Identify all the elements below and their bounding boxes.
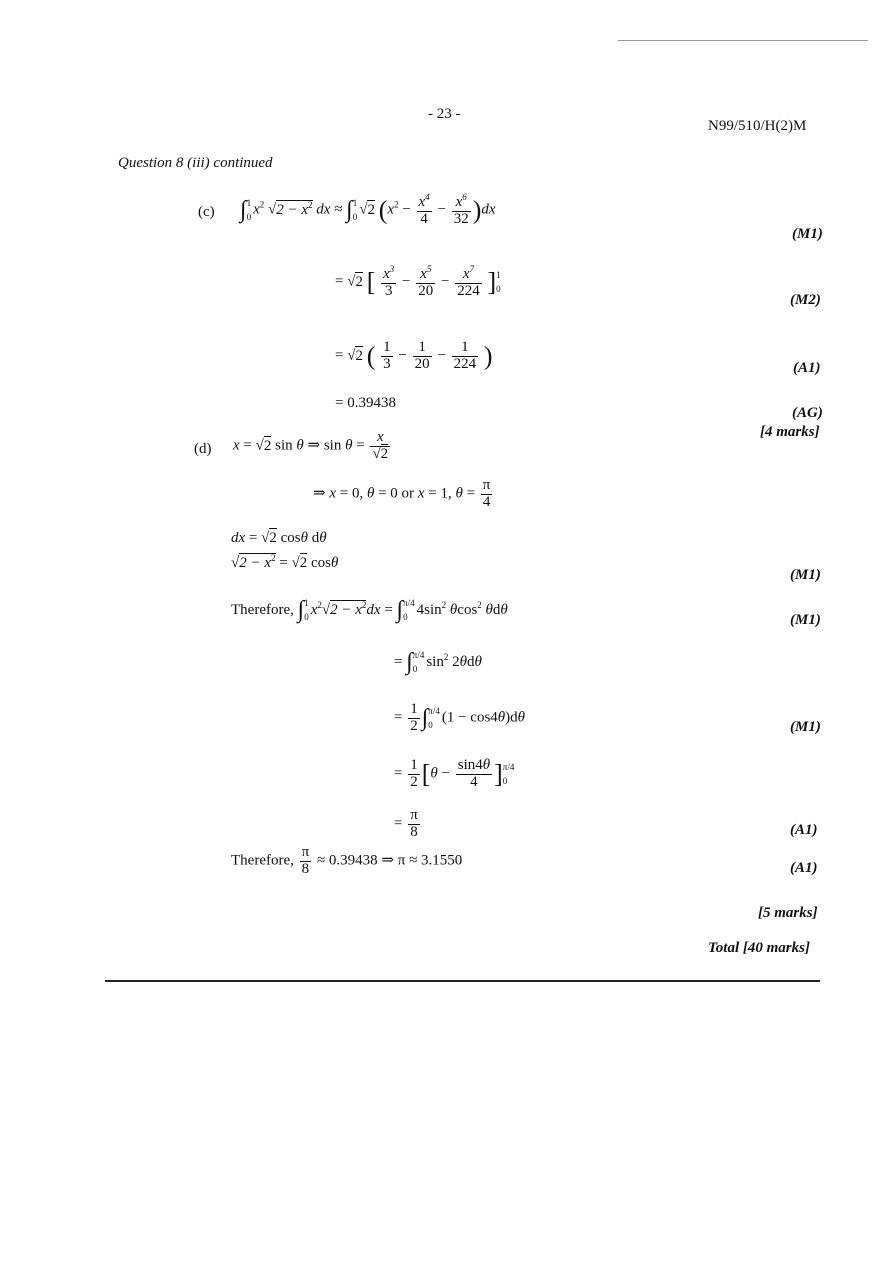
- question-total: Total [40 marks]: [708, 940, 810, 956]
- part-c-line-3: = √2 ( $\frac{1}{3}$ − $\frac{1}{20}$ − $\frac{1}{224}$ ): [335, 339, 493, 372]
- part-d-line-2: ⇒ x = 0, θ = 0 or x = 1, θ = $\frac{\pi}{4}$: [313, 477, 491, 510]
- part-c-mark-2: (M2): [790, 292, 821, 308]
- part-c-line-2: = √2 [ $\frac{x^3}{3}$ − $\frac{x^5}{20}$ − $\frac{x^7}{224}$ ] 1 0: [335, 264, 501, 299]
- part-c-mark-1: (M1): [792, 226, 823, 242]
- part-d-line-6: = ∫ π/4 0 $\sin^2 2\theta d\theta$: [394, 648, 482, 675]
- part-d-line-1: x = √2 sin θ ⇒ sin θ = $\frac{x}{√2}$: [233, 429, 389, 462]
- part-d-line-9: = $\frac{\pi}{8}$: [394, 807, 418, 840]
- part-c-result: = 0.39438: [335, 395, 396, 411]
- therefore-label-1: Therefore,: [231, 601, 294, 618]
- part-d-line-5: Therefore, ∫ 1 0 $x^2√2 - x^2dx$ = ∫ π/4 0 $4\sin^2$ θcos$^2$ θdθ: [231, 596, 508, 623]
- part-d-line-8: = $\frac{1}{2}$ [θ − $\frac{\sin 4\theta}{4}$ ] π/4 0: [394, 757, 515, 790]
- bottom-rule: [105, 980, 820, 982]
- section-title: Question 8 (iii) continued: [118, 155, 273, 171]
- therefore-label-2: Therefore,: [231, 852, 294, 869]
- part-d-mark-1: (M1): [790, 567, 821, 583]
- page-number: - 23 -: [428, 106, 461, 122]
- part-c-label: (c): [198, 204, 215, 220]
- part-d-line-3: dx = √2 cosθ dθ: [231, 530, 327, 546]
- part-c-mark-3: (A1): [793, 360, 821, 376]
- part-c-mark-4: (AG): [792, 405, 823, 421]
- part-c-total: [4 marks]: [760, 424, 820, 440]
- part-d-label: (d): [194, 441, 212, 457]
- part-d-mark-4: (A1): [790, 822, 818, 838]
- part-d-mark-5: (A1): [790, 860, 818, 876]
- part-c-line-1: ∫ 1 0 $x^2$ $√2 - x^2$ dx ≈ ∫ 1 0 √2 ($x^2$ − $\frac{x^4}{4}$ − $\frac{x^6}{32}$ )dx: [240, 192, 496, 227]
- part-d-line-10: Therefore, $\frac{\pi}{8}$ ≈ 0.39438 ⇒ π ≈ 3.1550: [231, 844, 463, 877]
- top-rule: [618, 40, 868, 41]
- part-d-total: [5 marks]: [758, 905, 818, 921]
- part-d-line-7: = $\frac{1}{2}$ ∫ π/4 0 (1 − cos4θ)dθ: [394, 701, 526, 734]
- part-d-line-4: $√2 - x^2 = √2$ cosθ: [231, 553, 339, 571]
- paper-code: N99/510/H(2)M: [708, 118, 807, 134]
- part-d-mark-2: (M1): [790, 612, 821, 628]
- part-d-mark-3: (M1): [790, 719, 821, 735]
